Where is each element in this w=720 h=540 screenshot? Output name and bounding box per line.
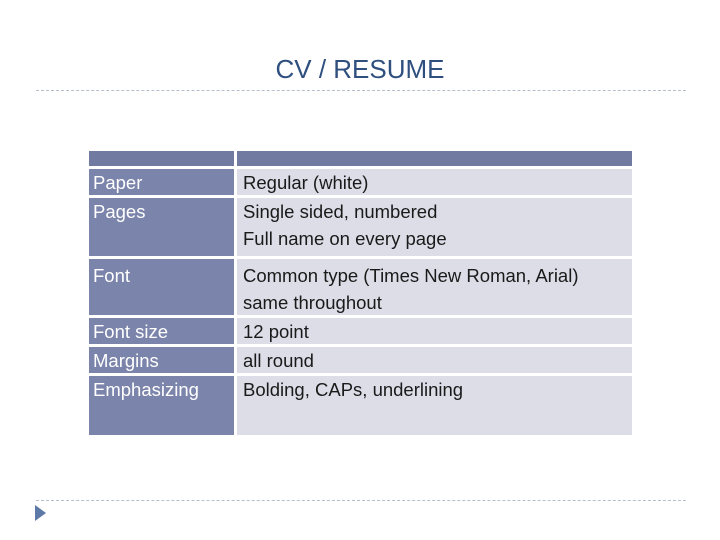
table-cell-margins-value: all round xyxy=(237,347,632,373)
table-cell-font-size-value: 12 point xyxy=(237,318,632,344)
arrow-icon xyxy=(35,505,46,521)
table-cell-font-label: Font xyxy=(89,259,234,315)
top-dashed-rule xyxy=(36,90,686,91)
table-cell-pages-value: Single sided, numbered Full name on every page xyxy=(237,198,632,256)
table-cell-pages-label: Pages xyxy=(89,198,234,256)
table-cell-emphasizing-value: Bolding, CAPs, underlining xyxy=(237,376,632,435)
table-cell-paper-label: Paper xyxy=(89,169,234,195)
table-header-left xyxy=(89,151,234,166)
bottom-dashed-rule xyxy=(36,500,686,501)
table-cell-margins-label: Margins xyxy=(89,347,234,373)
table-cell-emphasizing-label: Emphasizing xyxy=(89,376,234,435)
slide-title: CV / RESUME xyxy=(275,54,445,84)
table-cell-paper-value: Regular (white) xyxy=(237,169,632,195)
table-cell-font-size-label: Font size xyxy=(89,318,234,344)
resume-format-table xyxy=(89,151,632,435)
table-cell-font-value: Common type (Times New Roman, Arial) same throughout xyxy=(237,259,632,315)
table-header-right xyxy=(237,151,632,166)
